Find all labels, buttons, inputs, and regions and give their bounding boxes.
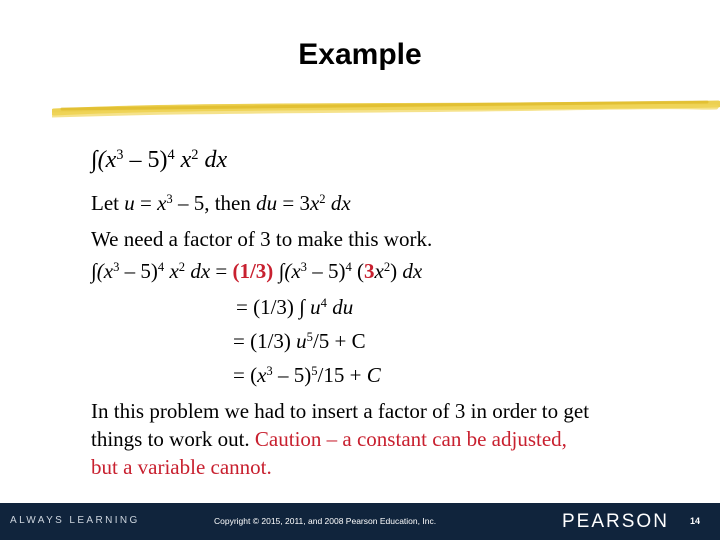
step-3-line: = (1/3) $u^5/5 + C$ <box>233 329 366 353</box>
slide-title: Example <box>298 38 422 71</box>
highlighter-rule <box>52 96 720 124</box>
note-line-1: In this problem we had to insert a factor of 3 in order to get <box>91 399 590 423</box>
page-number: 14 <box>690 516 701 526</box>
note-line-2: things to work out. Caution – a constant can be adjusted, <box>91 427 567 451</box>
substitution-line: Let $u = x^3 - 5$, then du = $3x^2$ dx <box>91 191 351 215</box>
footer-bar <box>0 503 720 540</box>
need-factor-line: We need a factor of 3 to make this work. <box>91 227 433 251</box>
step-1-line: $\int(x^3 - 5)^4$ $x^2$ dx = (1/3) $\int(x^3 - 5)^4$ $(3x^2)$ dx <box>91 259 423 283</box>
caution-text: Caution – a constant can be adjusted, <box>254 427 567 451</box>
step-4-line: = $(x^3 - 5)^5/15 + C$ <box>233 363 381 387</box>
footer-copyright: Copyright © 2015, 2011, and 2008 Pearson Education, Inc. <box>214 516 437 526</box>
problem-line: $\int(x^3 - 5)^4$ $x^2$ dx <box>91 147 228 173</box>
footer-tagline: ALWAYS LEARNING <box>10 515 140 526</box>
three-highlight: 3 <box>364 259 375 283</box>
pearson-logo: PEARSON <box>562 511 669 532</box>
factor-highlight: (1/3) <box>232 259 274 283</box>
note-line-3: but a variable cannot. <box>91 455 272 479</box>
step-2-line: = (1/3) ∫ $u^4$ du <box>236 295 354 319</box>
